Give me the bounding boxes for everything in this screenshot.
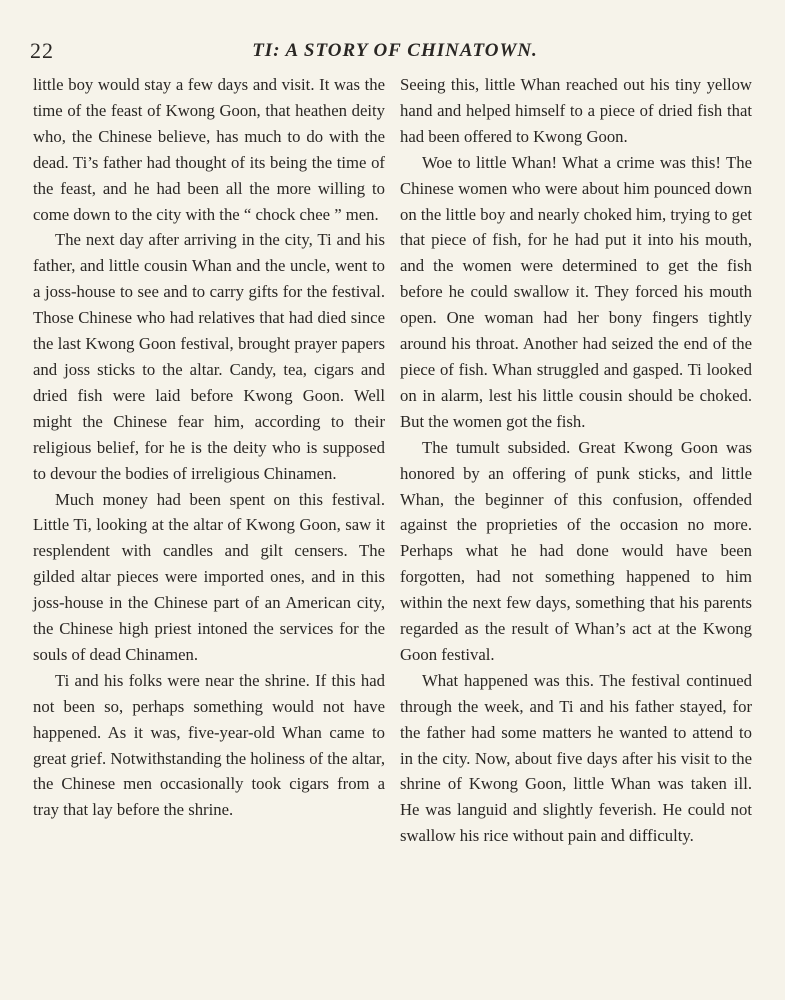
paragraph: Seeing this, little Whan reached out his tiny yellow hand and helped himself to a piece of dried fish that had been offered to Kwong Goon.	[400, 75, 752, 146]
page-header	[30, 38, 760, 68]
right-column	[400, 72, 752, 849]
paragraph: Ti and his folks were near the shrine. If this had not been so, perhaps something would not have happened. As it was, five-year-old Whan came to great grief. Notwithstanding the holiness of the altar, the Chinese men occasionally took cigars from a tray that lay before the shrine.	[33, 670, 385, 820]
paragraph: What happened was this. The festival continued through the week, and Ti and his father stayed, for the father had some matters he wanted to attend to in the city. Now, about five days after his visit to the shrine of Kwong Goon, little Whan was taken ill. He was languid and slightly feverish. He could not swallow his rice without pain and difficulty.	[400, 670, 752, 846]
paragraph: Woe to little Whan! What a crime was this! The Chinese women who were about him pounced down on the little boy and nearly choked him, trying to get that piece of fish, for he had put it into his mouth, and the women were determined to get the fish before he could swallow it. They forced his mouth open. One woman had her bony fingers tightly around his throat. Another had seized the end of the piece of fish. Whan struggled and gasped. Ti looked on in alarm, lest his little cousin should be choked. But the women got the fish.	[400, 152, 752, 431]
page-number: 22	[30, 38, 54, 63]
left-column	[33, 72, 385, 823]
paragraph: Much money had been spent on this festival. Little Ti, looking at the altar of Kwong Goon, saw it resplendent with candles and gilt censers. The gilded altar pieces were imported ones, and in this joss-house in the Chinese part of an American city, the Chinese high priest intoned the services for the souls of dead Chinamen.	[33, 489, 385, 664]
paragraph: The tumult subsided. Great Kwong Goon was honored by an offering of punk sticks, and little Whan, the beginner of this confusion, offended against the proprieties of the occasion no more. Perhaps what he had done would have been forgotten, had not something happened to him within the next few days, something that his parents regarded as the result of Whan’s act at the Kwong Goon festival.	[400, 437, 752, 664]
running-title: TI: A STORY OF CHINATOWN.	[252, 40, 538, 61]
paragraph: little boy would stay a few days and visit. It was the time of the feast of Kwong Goon, that heathen deity who, the Chinese believe, has much to do with the dead. Ti’s father had thought of its being the time of the feast, and he had been all the more willing to come down to the city with the “ chock chee ” men.	[33, 75, 385, 224]
paragraph: The next day after arriving in the city, Ti and his father, and little cousin Whan and the uncle, went to a joss-house to see and to carry gifts for the festival. Those Chinese who had relatives that had died since the last Kwong Goon festival, brought prayer papers and joss sticks to the altar. Candy, tea, cigars and dried fish were laid before Kwong Goon. Well might the Chinese fear him, according to their religious belief, for he is the deity who is supposed to devour the bodies of irreligious Chinamen.	[33, 230, 385, 483]
